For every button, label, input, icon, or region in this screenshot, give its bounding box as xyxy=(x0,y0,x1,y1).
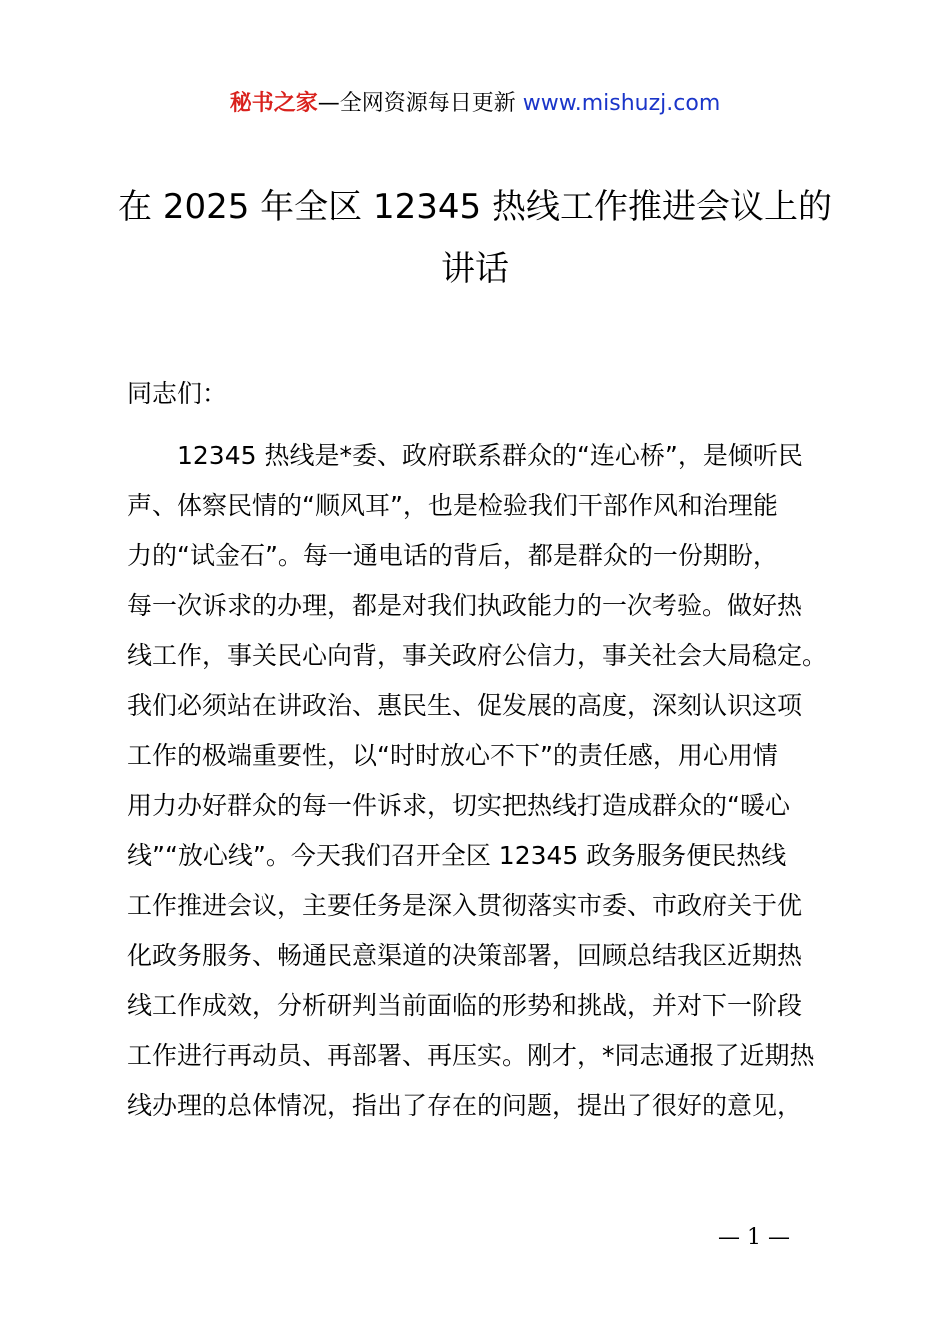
body-line: 线”“放心线”。今天我们召开全区 12345 政务服务便民热线 xyxy=(127,841,787,870)
site-brand: 秘书之家 xyxy=(229,91,318,116)
body-line: 线办理的总体情况，指出了存在的问题，提出了很好的意见， xyxy=(127,1091,803,1120)
body-line: 工作推进会议，主要任务是深入贯彻落实市委、市政府关于优 xyxy=(127,891,803,920)
body-line: 工作的极端重要性，以“时时放心不下”的责任感，用心用情 xyxy=(127,741,778,770)
body-line: 我们必须站在讲政治、惠民生、促发展的高度，深刻认识这项 xyxy=(127,691,803,720)
body-line: 线工作，事关民心向背，事关政府公信力，事关社会大局稳定。 xyxy=(127,641,828,670)
body-line: 每一次诉求的办理，都是对我们执政能力的一次考验。做好热 xyxy=(127,591,803,620)
body-line: 工作进行再动员、再部署、再压实。刚才，*同志通报了近期热 xyxy=(127,1041,815,1070)
document-title xyxy=(110,176,840,300)
body-line: 声、体察民情的“顺风耳”，也是检验我们干部作风和治理能 xyxy=(127,491,778,520)
site-slogan: —全网资源每日更新 xyxy=(317,91,523,116)
body-paragraph xyxy=(127,435,837,1135)
site-header xyxy=(0,88,950,120)
body-line: 线工作成效，分析研判当前面临的形势和挑战，并对下一阶段 xyxy=(127,991,803,1020)
body-line: 用力办好群众的每一件诉求，切实把热线打造成群众的“暖心 xyxy=(127,791,790,820)
title-line-1: 在 2025 年全区 12345 热线工作推进会议上的 xyxy=(118,187,832,227)
body-line: 化政务服务、畅通民意渠道的决策部署，回顾总结我区近期热 xyxy=(127,941,803,970)
body-line: 12345 热线是*委、政府联系群众的“连心桥”，是倾听民 xyxy=(127,441,803,470)
body-line: 力的“试金石”。每一通电话的背后，都是群众的一份期盼， xyxy=(127,541,778,570)
site-url-link[interactable]: www.mishuzj.com xyxy=(522,91,721,116)
salutation: 同志们： xyxy=(127,379,228,408)
title-line-2: 讲话 xyxy=(441,249,509,289)
page-number: — 1 — xyxy=(718,1225,790,1250)
